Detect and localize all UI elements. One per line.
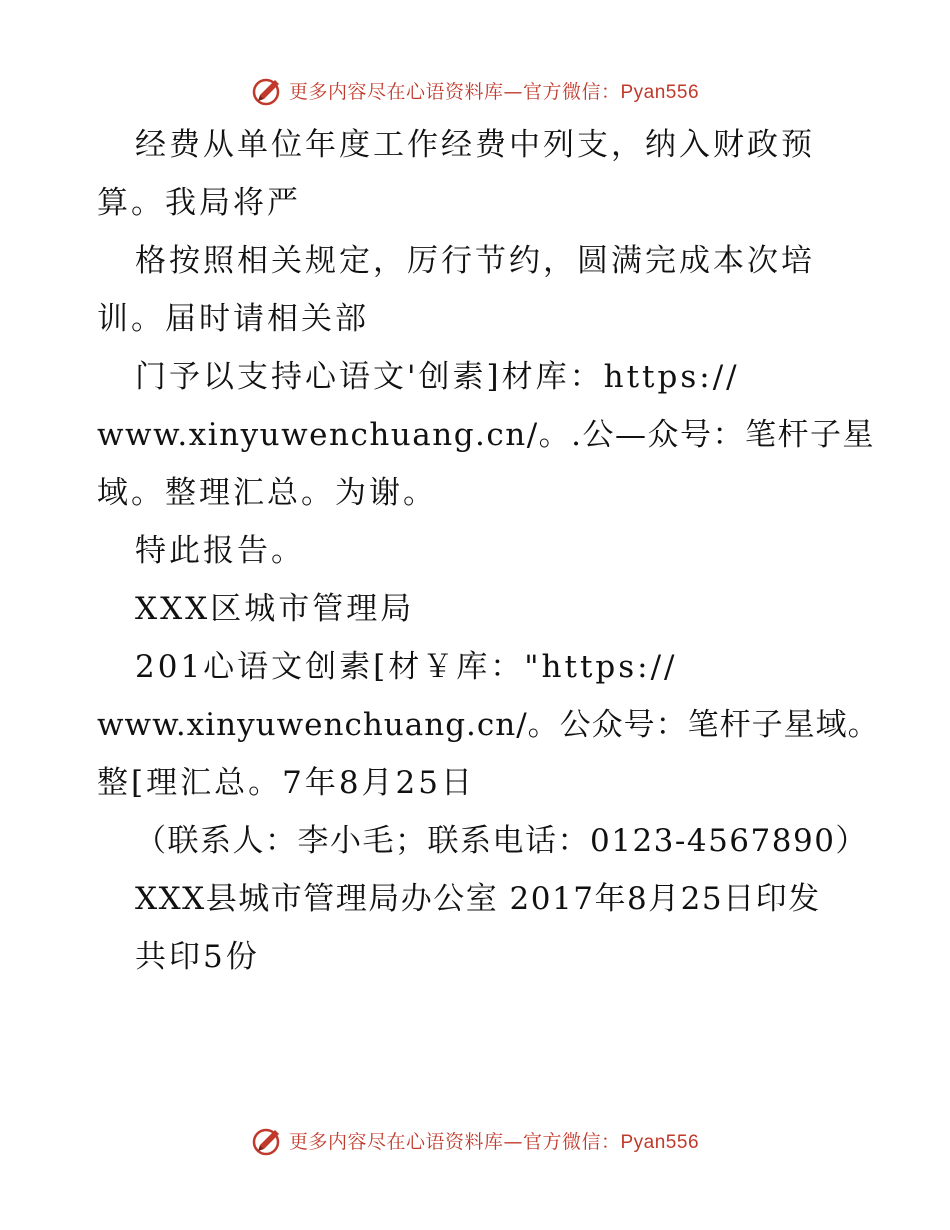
footer-watermark bbox=[0, 1120, 950, 1160]
text-line: 共印5份 bbox=[135, 939, 260, 975]
text-line: 格按照相关规定，厉行节约，圆满完成本次培 bbox=[135, 243, 815, 279]
header-watermark bbox=[0, 70, 950, 110]
text-line: 门予以支持心语文'创素]材库：https:// bbox=[135, 359, 740, 395]
pen-logo-icon bbox=[251, 73, 285, 107]
text-line: XXX县城市管理局办公室 2017年8月25日印发 bbox=[135, 881, 821, 917]
pen-logo-icon bbox=[251, 1123, 285, 1157]
watermark-text bbox=[289, 77, 699, 104]
watermark-label: 更多内容尽在心语资料库—官方微信： bbox=[288, 80, 621, 103]
watermark-text bbox=[289, 1127, 699, 1154]
text-line: 经费从单位年度工作经费中列支，纳入财政预 bbox=[135, 127, 815, 163]
text-line: XXX区城市管理局 bbox=[135, 591, 415, 627]
text-line: 训。届时请相关部 bbox=[97, 301, 369, 337]
text-line: 域。整理汇总。为谢。 bbox=[97, 475, 437, 511]
text-line: 整[理汇总。7年8月25日 bbox=[97, 765, 475, 801]
text-line: www.xinyuwenchuang.cn/。.公—众号：笔杆子星 bbox=[97, 417, 876, 453]
watermark-handle: Pyan556 bbox=[620, 81, 700, 103]
watermark-handle: Pyan556 bbox=[620, 1131, 700, 1153]
text-line: （联系人：李小毛；联系电话：0123-4567890） bbox=[135, 823, 868, 859]
text-line: www.xinyuwenchuang.cn/。公众号：笔杆子星域。 bbox=[97, 707, 880, 743]
document-body bbox=[97, 116, 880, 986]
watermark-label: 更多内容尽在心语资料库—官方微信： bbox=[288, 1130, 621, 1153]
text-line: 201心语文创素[材￥库："https:// bbox=[135, 649, 678, 685]
text-line: 特此报告。 bbox=[135, 533, 305, 569]
text-line: 算。我局将严 bbox=[97, 185, 301, 221]
